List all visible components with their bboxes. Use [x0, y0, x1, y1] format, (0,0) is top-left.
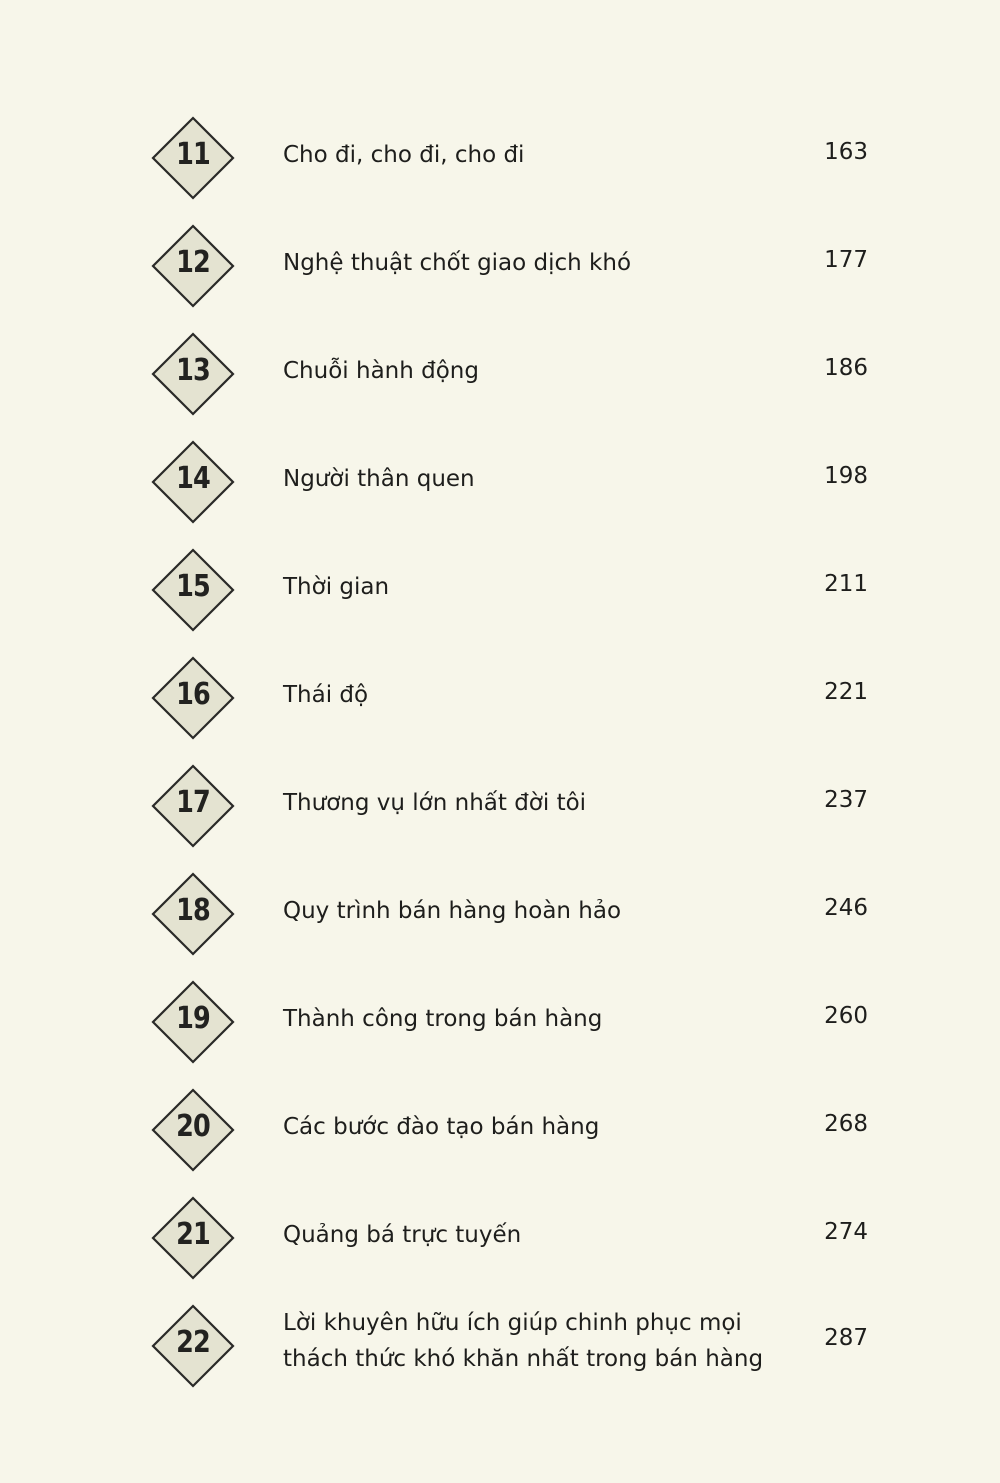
chapter-title: Thái độ	[283, 682, 369, 708]
toc-entry-22[interactable]	[150, 1303, 880, 1393]
toc-entry-17[interactable]	[150, 763, 880, 853]
diamond-number-badge-icon	[150, 763, 236, 849]
page-number: 260	[824, 1003, 868, 1029]
toc-entry-13[interactable]	[150, 331, 880, 421]
page-number: 287	[824, 1325, 868, 1351]
chapter-title: Quảng bá trực tuyến	[283, 1222, 522, 1248]
chapter-title: Cho đi, cho đi, cho đi	[283, 142, 525, 168]
toc-entry-20[interactable]	[150, 1087, 880, 1177]
page-number: 163	[824, 139, 868, 165]
chapter-title: Người thân quen	[283, 466, 475, 492]
chapter-number: 19	[176, 1001, 210, 1036]
page-number: 274	[824, 1219, 868, 1245]
page-number: 186	[824, 355, 868, 381]
diamond-number-badge-icon	[150, 979, 236, 1065]
chapter-title: Lời khuyên hữu ích giúp chinh phục mọi thách thức khó khăn nhất trong bán hàng	[283, 1310, 764, 1372]
chapter-number: 14	[176, 461, 210, 496]
chapter-title: Quy trình bán hàng hoàn hảo	[283, 898, 622, 924]
toc-entry-21[interactable]	[150, 1195, 880, 1285]
diamond-number-badge-icon	[150, 223, 236, 309]
diamond-number-badge-icon	[150, 1303, 236, 1389]
chapter-number: 16	[176, 677, 210, 712]
diamond-number-badge-icon	[150, 655, 236, 741]
toc-entry-15[interactable]	[150, 547, 880, 637]
toc-entry-16[interactable]	[150, 655, 880, 745]
toc-entry-11[interactable]	[150, 115, 880, 205]
page-number: 268	[824, 1111, 868, 1137]
toc-entry-14[interactable]	[150, 439, 880, 529]
chapter-number: 12	[176, 245, 210, 280]
chapter-title: Thời gian	[283, 574, 390, 600]
chapter-title: Thành công trong bán hàng	[283, 1006, 603, 1032]
diamond-number-badge-icon	[150, 439, 236, 525]
diamond-number-badge-icon	[150, 331, 236, 417]
page-number: 246	[824, 895, 868, 921]
diamond-number-badge-icon	[150, 1087, 236, 1173]
toc-entry-19[interactable]	[150, 979, 880, 1069]
diamond-number-badge-icon	[150, 1195, 236, 1281]
page-number: 211	[824, 571, 868, 597]
diamond-number-badge-icon	[150, 547, 236, 633]
page-number: 198	[824, 463, 868, 489]
chapter-title: Thương vụ lớn nhất đời tôi	[283, 790, 587, 816]
toc-entry-18[interactable]	[150, 871, 880, 961]
diamond-number-badge-icon	[150, 871, 236, 957]
page-number: 237	[824, 787, 868, 813]
chapter-title: Các bước đào tạo bán hàng	[283, 1114, 600, 1140]
page-number: 221	[824, 679, 868, 705]
chapter-number: 11	[176, 137, 210, 172]
chapter-number: 18	[176, 893, 210, 928]
page-number: 177	[824, 247, 868, 273]
toc-entry-12[interactable]	[150, 223, 880, 313]
chapter-title: Chuỗi hành động	[283, 358, 479, 384]
chapter-number: 17	[176, 785, 210, 820]
chapter-number: 22	[176, 1325, 210, 1360]
chapter-title: Nghệ thuật chốt giao dịch khó	[283, 250, 632, 276]
chapter-number: 15	[176, 569, 210, 604]
diamond-number-badge-icon	[150, 115, 236, 201]
chapter-number: 13	[176, 353, 210, 388]
chapter-number: 20	[176, 1109, 210, 1144]
chapter-number: 21	[176, 1217, 210, 1252]
